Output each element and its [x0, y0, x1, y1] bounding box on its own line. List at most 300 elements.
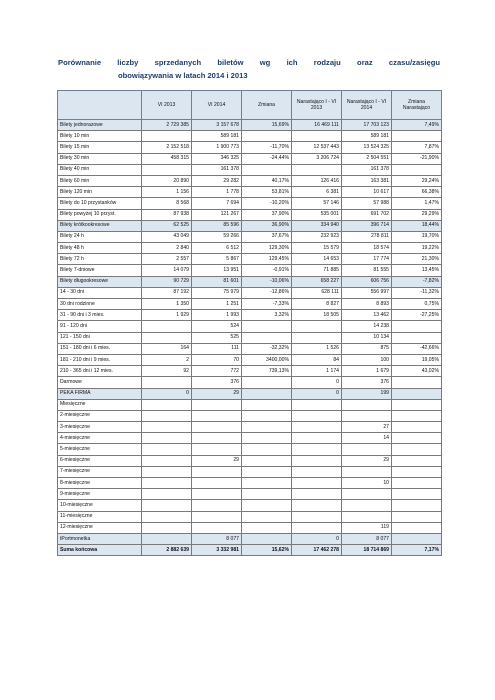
- row-label: 91 - 120 dni: [58, 321, 142, 332]
- table-cell: 691 702: [342, 209, 392, 220]
- table-cell: [392, 489, 442, 500]
- table-cell: 1,47%: [392, 198, 442, 209]
- table-cell: [192, 478, 242, 489]
- table-cell: 1 174: [292, 366, 342, 377]
- table-cell: [392, 399, 442, 410]
- table-cell: [192, 444, 242, 455]
- table-cell: -11,32%: [392, 287, 442, 298]
- table-cell: -12,86%: [242, 287, 292, 298]
- table-cell: 57 146: [292, 198, 342, 209]
- table-cell: 13 951: [192, 265, 242, 276]
- table-row: [58, 287, 442, 298]
- table-cell: [142, 410, 192, 421]
- table-cell: [142, 455, 192, 466]
- row-label: Darmowe: [58, 377, 142, 388]
- row-label: Bilety długookresowe: [58, 276, 142, 287]
- row-label: Suma końcowa: [58, 545, 142, 556]
- table-cell: 772: [192, 366, 242, 377]
- table-cell: 1 350: [142, 299, 192, 310]
- table-row: [58, 265, 442, 276]
- table-cell: 14: [342, 433, 392, 444]
- table-row: [58, 388, 442, 399]
- table-cell: 0,75%: [392, 299, 442, 310]
- table-cell: 13 462: [342, 310, 392, 321]
- row-label: 10-miesięczne: [58, 500, 142, 511]
- row-label: 7-miesięczne: [58, 466, 142, 477]
- row-label: 4-miesięczne: [58, 433, 142, 444]
- table-cell: 1 900 773: [192, 142, 242, 153]
- table-cell: 43 049: [142, 231, 192, 242]
- table-row: [58, 175, 442, 186]
- column-header: Narastająco I - VI 2014: [342, 91, 392, 120]
- table-cell: 100: [342, 354, 392, 365]
- table-cell: [392, 455, 442, 466]
- row-label: Bilety jednorazowe: [58, 120, 142, 131]
- table-cell: 29 282: [192, 175, 242, 186]
- table-cell: 66,38%: [392, 187, 442, 198]
- table-cell: 29,24%: [392, 175, 442, 186]
- table-body: [58, 120, 442, 556]
- table-cell: 525: [192, 332, 242, 343]
- column-header: Narastająco I - VI 2013: [292, 91, 342, 120]
- table-cell: 18 574: [342, 243, 392, 254]
- table-cell: 14 079: [142, 265, 192, 276]
- row-label: 5-miesięczne: [58, 444, 142, 455]
- table-cell: [292, 131, 342, 142]
- table-cell: 84: [292, 354, 342, 365]
- table-row: [58, 231, 442, 242]
- row-label: Bilety 48 h: [58, 243, 142, 254]
- table-row: [58, 276, 442, 287]
- table-cell: 15 579: [292, 243, 342, 254]
- table-cell: 1 526: [292, 343, 342, 354]
- table-cell: [392, 321, 442, 332]
- table-cell: [142, 422, 192, 433]
- table-cell: 87 938: [142, 209, 192, 220]
- table-cell: 556 997: [342, 287, 392, 298]
- table-cell: [292, 466, 342, 477]
- table-cell: [292, 422, 342, 433]
- table-row: [58, 120, 442, 131]
- table-cell: [192, 500, 242, 511]
- row-label: Miesięczne: [58, 399, 142, 410]
- table-cell: [242, 422, 292, 433]
- table-row: [58, 533, 442, 544]
- table-cell: [142, 377, 192, 388]
- table-row: [58, 478, 442, 489]
- table-cell: [142, 478, 192, 489]
- table-cell: 1 929: [142, 310, 192, 321]
- row-label: tPortmonetka: [58, 533, 142, 544]
- table-cell: 164: [142, 343, 192, 354]
- document-title: [58, 56, 440, 82]
- table-cell: 13 524 325: [342, 142, 392, 153]
- table-cell: 75 979: [192, 287, 242, 298]
- table-cell: 5 867: [192, 254, 242, 265]
- title-line-2: obowiązywania w latach 2014 i 2013: [118, 71, 248, 80]
- table-cell: -32,32%: [242, 343, 292, 354]
- row-label: Bilety 60 min: [58, 175, 142, 186]
- table-cell: [242, 455, 292, 466]
- table-cell: [242, 388, 292, 399]
- table-cell: 875: [342, 343, 392, 354]
- table-cell: [242, 399, 292, 410]
- table-cell: [242, 377, 292, 388]
- table-header-row: [58, 91, 442, 120]
- table-cell: [242, 332, 292, 343]
- table-cell: 2 840: [142, 243, 192, 254]
- table-cell: [392, 500, 442, 511]
- table-cell: [392, 444, 442, 455]
- table-row: [58, 198, 442, 209]
- table-cell: 6 512: [192, 243, 242, 254]
- table-cell: 15,69%: [242, 120, 292, 131]
- table-cell: 19,22%: [392, 243, 442, 254]
- row-label: 3-miesięczne: [58, 422, 142, 433]
- table-cell: 12 537 443: [292, 142, 342, 153]
- row-label: 121 - 150 dni: [58, 332, 142, 343]
- table-cell: 71 885: [292, 265, 342, 276]
- table-cell: 458 315: [142, 153, 192, 164]
- table-cell: 535 001: [292, 209, 342, 220]
- table-cell: [142, 332, 192, 343]
- table-cell: 2 882 639: [142, 545, 192, 556]
- table-cell: [242, 321, 292, 332]
- row-label: 6-miesięczne: [58, 455, 142, 466]
- table-cell: [292, 478, 342, 489]
- table-cell: 7,17%: [392, 545, 442, 556]
- table-cell: [292, 433, 342, 444]
- table-cell: [242, 131, 292, 142]
- table-cell: -24,44%: [242, 153, 292, 164]
- table-cell: [392, 131, 442, 142]
- table-row: [58, 354, 442, 365]
- row-label: Bilety 24 h: [58, 231, 142, 242]
- table-cell: [242, 478, 292, 489]
- column-header: VI 2013: [142, 91, 192, 120]
- table-cell: [242, 410, 292, 421]
- table-cell: 232 923: [292, 231, 342, 242]
- table-cell: 1 156: [142, 187, 192, 198]
- table-cell: 10 134: [342, 332, 392, 343]
- table-cell: 17 774: [342, 254, 392, 265]
- table-row: [58, 142, 442, 153]
- table-cell: 7,49%: [392, 120, 442, 131]
- table-cell: [242, 466, 292, 477]
- table-cell: [392, 410, 442, 421]
- table-cell: 3 206 724: [292, 153, 342, 164]
- table-cell: [292, 332, 342, 343]
- table-cell: [342, 466, 392, 477]
- table-cell: [392, 522, 442, 533]
- row-label: 9-miesięczne: [58, 489, 142, 500]
- table-cell: [192, 433, 242, 444]
- table-cell: 163 381: [342, 175, 392, 186]
- total-row: [58, 545, 442, 556]
- table-cell: [292, 399, 342, 410]
- table-row: [58, 321, 442, 332]
- table-cell: [142, 500, 192, 511]
- table-row: [58, 254, 442, 265]
- table-cell: 2 504 551: [342, 153, 392, 164]
- table-cell: 17 462 278: [292, 545, 342, 556]
- table-cell: 0: [292, 533, 342, 544]
- row-label: 31 - 90 dni i 3 mies.: [58, 310, 142, 321]
- table-cell: [142, 489, 192, 500]
- table-cell: [242, 164, 292, 175]
- row-label: 30 dni rodzinne: [58, 299, 142, 310]
- table-cell: [392, 466, 442, 477]
- row-label: 151 - 180 dni i 6 mies.: [58, 343, 142, 354]
- table-cell: [392, 478, 442, 489]
- table-cell: [392, 422, 442, 433]
- table-cell: 37,90%: [242, 209, 292, 220]
- table-cell: 37,67%: [242, 231, 292, 242]
- table-cell: 739,13%: [242, 366, 292, 377]
- table-cell: 0: [142, 388, 192, 399]
- column-header: Zmiana Narastająco: [392, 91, 442, 120]
- table-cell: 1 251: [192, 299, 242, 310]
- table-cell: [192, 511, 242, 522]
- row-label: Bilety 10 min: [58, 131, 142, 142]
- column-header: Zmiana: [242, 91, 292, 120]
- table-cell: [192, 489, 242, 500]
- table-cell: [142, 444, 192, 455]
- table-cell: -27,25%: [392, 310, 442, 321]
- table-cell: 90 729: [142, 276, 192, 287]
- table-cell: [292, 410, 342, 421]
- table-row: [58, 366, 442, 377]
- table-cell: [292, 489, 342, 500]
- table-cell: [142, 321, 192, 332]
- table-cell: [192, 422, 242, 433]
- table-cell: 21,30%: [392, 254, 442, 265]
- table-cell: 396 714: [342, 220, 392, 231]
- table-cell: 589 181: [192, 131, 242, 142]
- table-cell: 199: [342, 388, 392, 399]
- table-cell: [342, 511, 392, 522]
- column-header: VI 2014: [192, 91, 242, 120]
- row-label: 8-miesięczne: [58, 478, 142, 489]
- table-cell: [292, 455, 342, 466]
- table-cell: 29,29%: [392, 209, 442, 220]
- table-row: [58, 522, 442, 533]
- table-cell: [292, 500, 342, 511]
- table-cell: 7,87%: [392, 142, 442, 153]
- table-cell: [392, 164, 442, 175]
- column-header: [58, 91, 142, 120]
- table-cell: 3 157 678: [192, 120, 242, 131]
- table-cell: 2: [142, 354, 192, 365]
- table-cell: 81 601: [192, 276, 242, 287]
- table-cell: 29: [192, 388, 242, 399]
- table-cell: 278 811: [342, 231, 392, 242]
- table-cell: [392, 377, 442, 388]
- table-cell: 0: [292, 388, 342, 399]
- table-row: [58, 511, 442, 522]
- table-cell: 27: [342, 422, 392, 433]
- row-label: 12-miesięczne: [58, 522, 142, 533]
- table-cell: [292, 444, 342, 455]
- table-cell: 1 778: [192, 187, 242, 198]
- table-cell: [342, 399, 392, 410]
- table-cell: [192, 410, 242, 421]
- table-cell: [392, 533, 442, 544]
- table-cell: 53,81%: [242, 187, 292, 198]
- table-cell: 18 714 869: [342, 545, 392, 556]
- table-cell: 29: [192, 455, 242, 466]
- table-row: [58, 455, 442, 466]
- table-cell: 8 077: [342, 533, 392, 544]
- table-cell: 19,05%: [392, 354, 442, 365]
- row-label: Bilety 15 min: [58, 142, 142, 153]
- table-cell: 92: [142, 366, 192, 377]
- table-cell: -42,66%: [392, 343, 442, 354]
- row-label: PEKA FIRMA: [58, 388, 142, 399]
- table-row: [58, 209, 442, 220]
- table-row: [58, 131, 442, 142]
- table-cell: 119: [342, 522, 392, 533]
- table-cell: [292, 511, 342, 522]
- table-row: [58, 243, 442, 254]
- table-cell: 334 940: [292, 220, 342, 231]
- table-cell: 589 181: [342, 131, 392, 142]
- table-cell: [192, 466, 242, 477]
- row-label: Bilety 72 h: [58, 254, 142, 265]
- table-cell: 161 378: [192, 164, 242, 175]
- table-row: [58, 153, 442, 164]
- table-cell: [342, 444, 392, 455]
- row-label: 181 - 210 dni i 9 mies.: [58, 354, 142, 365]
- table-cell: [342, 410, 392, 421]
- table-cell: [192, 399, 242, 410]
- table-cell: 8 077: [192, 533, 242, 544]
- row-label: Bilety do 10 przystanków: [58, 198, 142, 209]
- table-row: [58, 187, 442, 198]
- table-cell: [142, 131, 192, 142]
- table-cell: [242, 522, 292, 533]
- table-cell: [392, 332, 442, 343]
- row-label: Bilety 30 min: [58, 153, 142, 164]
- row-label: Bilety krótkookresowe: [58, 220, 142, 231]
- table-row: [58, 444, 442, 455]
- table-cell: 8 893: [342, 299, 392, 310]
- table-row: [58, 500, 442, 511]
- table-cell: 8 568: [142, 198, 192, 209]
- table-cell: 16 469 111: [292, 120, 342, 131]
- table-cell: [242, 489, 292, 500]
- table-cell: 6 381: [292, 187, 342, 198]
- table-row: [58, 399, 442, 410]
- table-cell: -10,20%: [242, 198, 292, 209]
- table-cell: 17 703 123: [342, 120, 392, 131]
- table-cell: 129,45%: [242, 254, 292, 265]
- table-cell: 7 694: [192, 198, 242, 209]
- table-cell: 62 525: [142, 220, 192, 231]
- table-cell: 376: [342, 377, 392, 388]
- table-cell: [192, 522, 242, 533]
- table-cell: 346 325: [192, 153, 242, 164]
- row-label: 2-miesięczne: [58, 410, 142, 421]
- table-cell: -7,33%: [242, 299, 292, 310]
- table-cell: 18,44%: [392, 220, 442, 231]
- table-cell: [392, 511, 442, 522]
- table-cell: 18 505: [292, 310, 342, 321]
- table-cell: 161 378: [342, 164, 392, 175]
- table-cell: [242, 444, 292, 455]
- table-cell: 0: [292, 377, 342, 388]
- table-cell: [242, 511, 292, 522]
- row-label: 14 - 30 dni: [58, 287, 142, 298]
- table-cell: [292, 164, 342, 175]
- table-cell: 658 227: [292, 276, 342, 287]
- table-cell: 2 557: [142, 254, 192, 265]
- table-cell: 43,02%: [392, 366, 442, 377]
- table-cell: 8 827: [292, 299, 342, 310]
- table-row: [58, 466, 442, 477]
- table-cell: [242, 533, 292, 544]
- table-cell: [242, 500, 292, 511]
- table-cell: 628 111: [292, 287, 342, 298]
- title-line-1: Porównanie liczby sprzedanych biletów wg ich rodzaju oraz czasu/zasięgu: [58, 58, 440, 67]
- table-cell: 10: [342, 478, 392, 489]
- table-row: [58, 422, 442, 433]
- tickets-table: [57, 90, 442, 556]
- table-row: [58, 377, 442, 388]
- table-cell: 36,90%: [242, 220, 292, 231]
- table-cell: 129,30%: [242, 243, 292, 254]
- table-cell: 2 152 518: [142, 142, 192, 153]
- table-cell: 126 416: [292, 175, 342, 186]
- row-label: Bilety 40 min: [58, 164, 142, 175]
- table-cell: [242, 433, 292, 444]
- table-cell: [342, 500, 392, 511]
- table-row: [58, 332, 442, 343]
- table-row: [58, 489, 442, 500]
- table-cell: 3400,00%: [242, 354, 292, 365]
- table-cell: 29: [342, 455, 392, 466]
- table-cell: -0,91%: [242, 265, 292, 276]
- table-row: [58, 433, 442, 444]
- row-label: Bilety 120 min: [58, 187, 142, 198]
- table-cell: 13,45%: [392, 265, 442, 276]
- row-label: Bilety 7-dniowe: [58, 265, 142, 276]
- table-cell: 40,17%: [242, 175, 292, 186]
- table-cell: 57 988: [342, 198, 392, 209]
- table-row: [58, 343, 442, 354]
- table-cell: 606 756: [342, 276, 392, 287]
- table-cell: [142, 466, 192, 477]
- table-row: [58, 299, 442, 310]
- table-cell: -21,90%: [392, 153, 442, 164]
- table-cell: 524: [192, 321, 242, 332]
- table-cell: 19,70%: [392, 231, 442, 242]
- table-cell: -7,82%: [392, 276, 442, 287]
- table-row: [58, 164, 442, 175]
- row-label: Bilety powyżej 10 przyst.: [58, 209, 142, 220]
- table-row: [58, 410, 442, 421]
- table-cell: [142, 164, 192, 175]
- table-cell: 3,32%: [242, 310, 292, 321]
- table-cell: 2 729 385: [142, 120, 192, 131]
- table-cell: 70: [192, 354, 242, 365]
- table-cell: [142, 399, 192, 410]
- table-cell: [392, 388, 442, 399]
- table-cell: 1 993: [192, 310, 242, 321]
- table-cell: 121 267: [192, 209, 242, 220]
- table-cell: 111: [192, 343, 242, 354]
- table-cell: [142, 511, 192, 522]
